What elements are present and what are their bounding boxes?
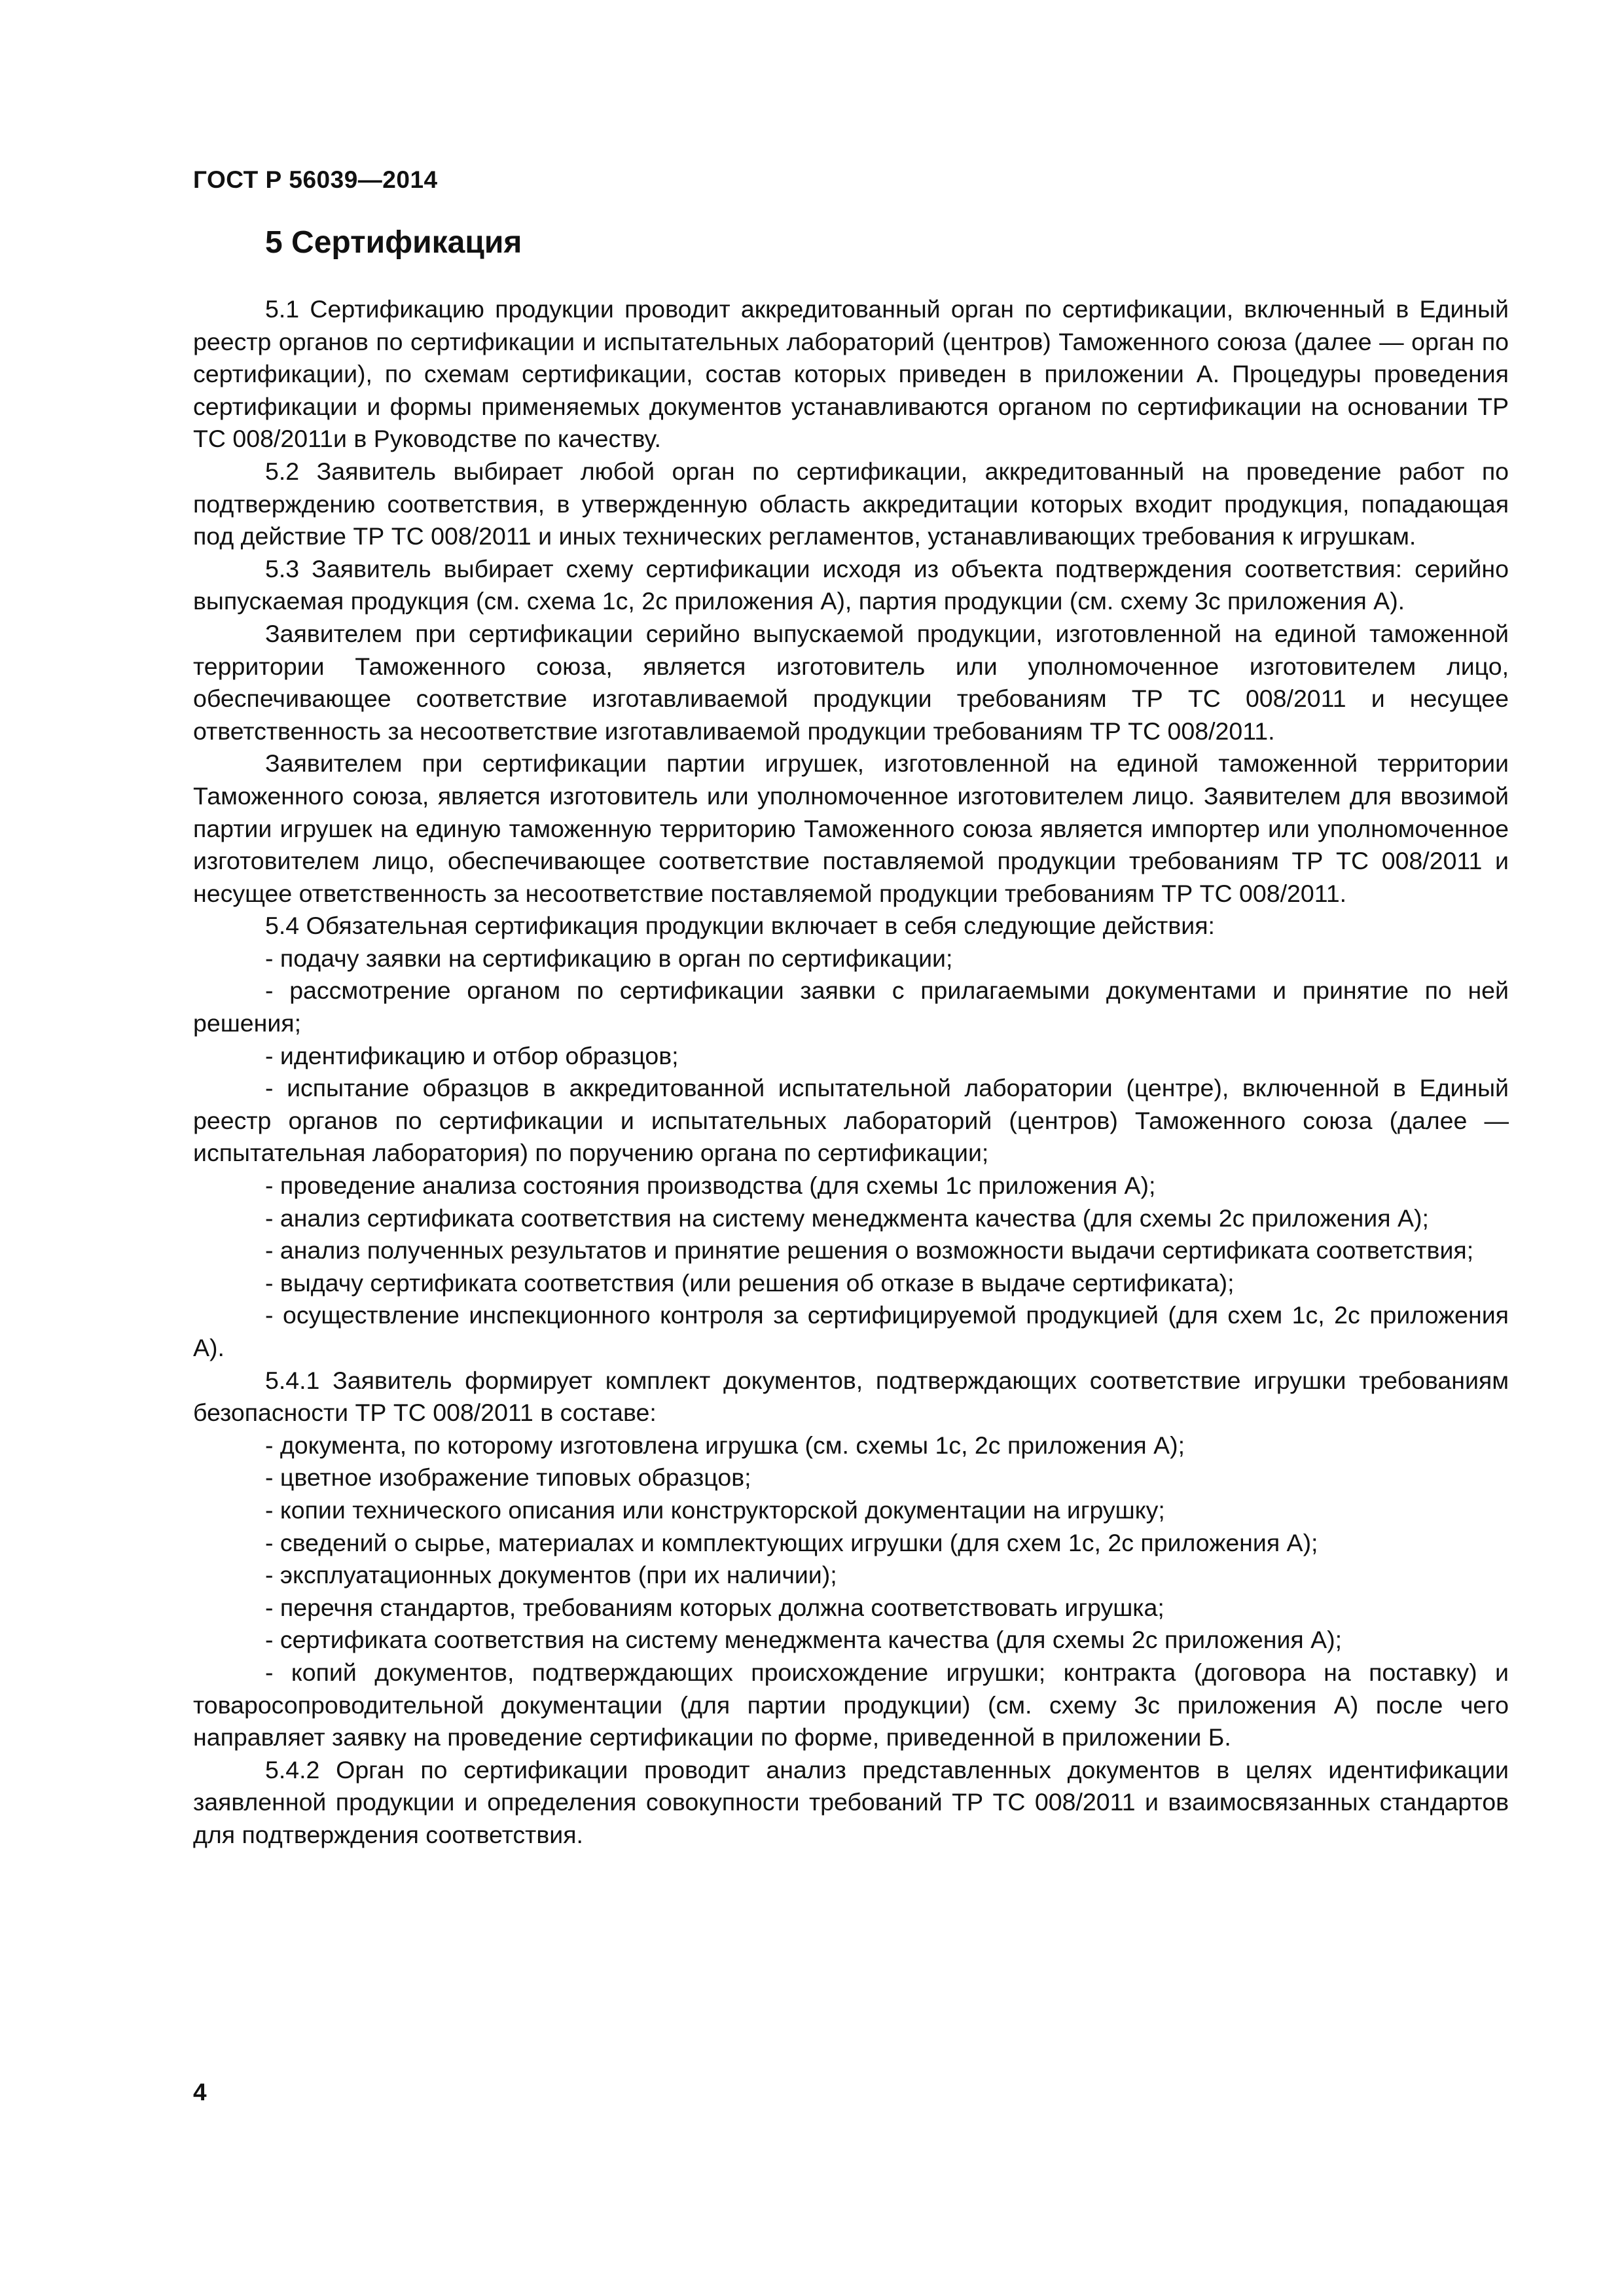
list-item: - анализ сертификата соответствия на систему менеджмента качества (для схемы 2с приложения А); [265,1204,1429,1232]
list-item: - выдачу сертификата соответствия (или решения об отказе в выдаче сертификата); [265,1268,1235,1297]
list-item: - копий документов, подтверждающих происхождение игрушки; контракта (договора на поставку) и товаросопроводительной документации (для партии продукции) (см. схему 3с приложения А) после чего направляет заявку на проведение сертификации по форме, приведенной в приложении Б. [193,1658,1509,1751]
list-item: - рассмотрение органом по сертификации заявки с прилагаемыми документами и принятие по ней решения; [193,977,1509,1037]
paragraph: Заявителем при сертификации серийно выпускаемой продукции, изготовленной на единой таможенной территории Таможенного союза, является изготовитель или уполномоченное изготовителем лицо, обеспечивающее соответствие изготавливаемой продукции требованиям ТР ТС 008/2011 и несущее ответственность за несоответствие изготавливаемой продукции требованиям ТР ТС 008/2011. [193,619,1509,745]
paragraph: 5.2 Заявитель выбирает любой орган по сертификации, аккредитованный на проведение работ по подтверждению соответствия, в утвержденную область аккредитации которых входит продукция, попадающая под действие ТР ТС 008/2011 и иных технических регламентов, устанавливающих требования к игрушкам. [193,457,1509,550]
paragraph: 5.4.2 Орган по сертификации проводит анализ представленных документов в целях идентификации заявленной продукции и определения совокупности требований ТР ТС 008/2011 и взаимосвязанных стандартов для подтверждения соответствия. [193,1755,1509,1848]
paragraph: 5.4 Обязательная сертификация продукции включает в себя следующие действия: [265,912,1215,940]
list-item: - сведений о сырье, материалах и комплектующих игрушки (для схем 1с, 2с приложения А); [265,1528,1318,1556]
list-item: - подачу заявки на сертификацию в орган по сертификации; [265,944,953,972]
list-item: - эксплуатационных документов (при их наличии); [265,1561,837,1589]
list-item: - осуществление инспекционного контроля за сертифицируемой продукцией (для схем 1с, 2с приложения А). [193,1301,1509,1361]
paragraph: 5.1 Сертификацию продукции проводит аккредитованный орган по сертификации, включенный в Единый реестр органов по сертификации и испытательных лабораторий (центров) Таможенного союза (далее — орган по сертификации), по схемам сертификации, состав которых приведен в приложении А. Процедуры проведения сертификации и формы применяемых документов устанавливаются органом по сертификации на основании ТР ТС 008/2011и в Руководстве по качеству. [193,295,1509,453]
paragraph: Заявителем при сертификации партии игрушек, изготовленной на единой таможенной территории Таможенного союза, является изготовитель или уполномоченное изготовителем лицо. Заявителем для ввозимой партии игрушек на единую таможенную территорию Таможенного союза является импортер или уполномоченное изготовителем лицо, обеспечивающее соответствие поставляемой продукции требованиям ТР ТС 008/2011 и несущее ответственность за несоответствие поставляемой продукции требованиям ТР ТС 008/2011. [193,749,1509,907]
list-item: - копии технического описания или конструкторской документации на игрушку; [265,1496,1165,1524]
list-item: - документа, по которому изготовлена игрушка (см. схемы 1с, 2с приложения А); [265,1431,1185,1459]
section-title: 5 Сертификация [265,225,522,260]
list-item: - цветное изображение типовых образцов; [265,1463,751,1492]
list-item: - проведение анализа состояния производства (для схемы 1с приложения А); [265,1172,1156,1200]
paragraph: 5.4.1 Заявитель формирует комплект документов, подтверждающих соответствие игрушки требованиям безопасности ТР ТС 008/2011 в составе: [193,1366,1509,1427]
page-number: 4 [193,2079,207,2106]
list-item: - идентификацию и отбор образцов; [265,1041,679,1069]
document-body [193,293,1509,1852]
list-item: - испытание образцов в аккредитованной испытательной лаборатории (центре), включенной в Единый реестр органов по сертификации и испытательных лабораторий (центров) Таможенного союза (далее — испытательная лаборатория) по поручению органа по сертификации; [193,1074,1509,1167]
list-item: - перечня стандартов, требованиям которых должна соответствовать игрушка; [265,1593,1164,1621]
paragraph: 5.3 Заявитель выбирает схему сертификации исходя из объекта подтверждения соответствия: серийно выпускаемая продукция (см. схема 1с, 2с приложения А), партия продукции (см. схему 3с приложения А). [193,554,1509,615]
list-item: - сертификата соответствия на систему менеджмента качества (для схемы 2с приложения А); [265,1626,1343,1654]
document-header: ГОСТ Р 56039—2014 [193,166,438,193]
list-item: - анализ полученных результатов и принятие решения о возможности выдачи сертификата соответствия; [265,1236,1474,1265]
